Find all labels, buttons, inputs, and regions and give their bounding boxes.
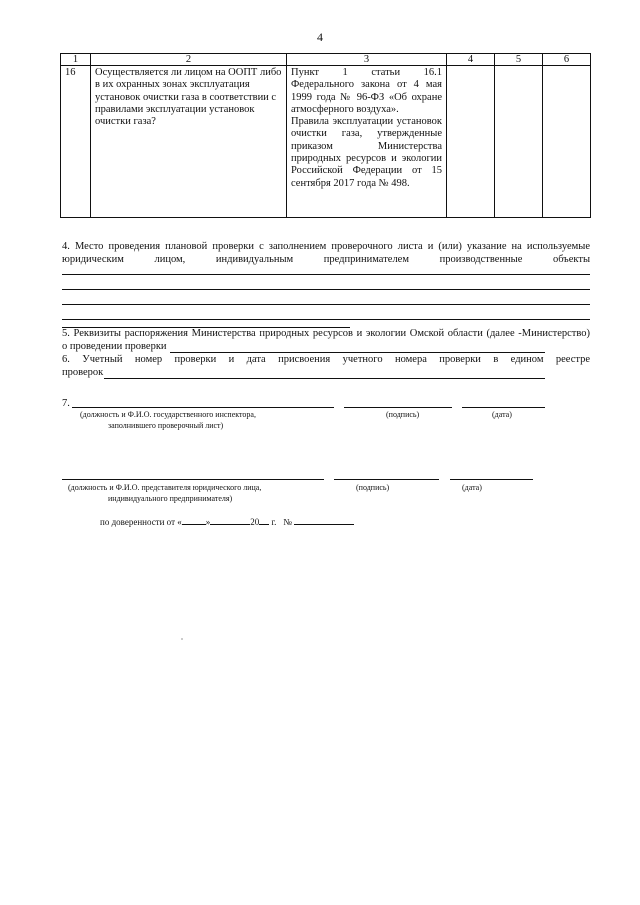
column-header: 4 [447,54,495,66]
date-caption: (дата) [492,410,512,419]
representative-signature-line[interactable] [334,479,439,480]
section-5 [62,327,590,353]
fill-line[interactable] [62,289,590,290]
reference-law: Пункт 1 статьи 16.1 Федерального закона от 4 мая 1999 года № 96-ФЗ «Об охране атмосферного воздуха». [291,67,442,115]
fill-line[interactable] [62,274,590,275]
column-header: 1 [61,54,91,66]
poa-year-field[interactable] [259,524,269,525]
scan-artifact [181,638,183,640]
section-4-line-1: 4. Место проведения плановой проверки с заполнением проверочного листа и (или) указание на используемые [62,241,590,252]
poa-month-field[interactable] [210,524,250,525]
poa-prefix: по доверенности от « [100,517,182,527]
representative-name-line[interactable] [62,479,324,480]
section-6-line-1: 6. Учетный номер проверки и дата присвоения учетного номера проверки в едином реестре [62,354,590,365]
section-4 [62,240,590,266]
fill-line[interactable] [62,319,590,320]
poa-year-suffix: г. [271,517,277,527]
inspector-caption-1: (должность и Ф.И.О. государственного инспектора, [80,410,256,419]
power-of-attorney [100,516,354,528]
section-6-line-2: проверок [62,367,104,378]
poa-year-prefix: 20 [250,517,260,527]
section-6 [62,353,590,379]
section-4-line-2: юридическим лицом, индивидуальным предпринимателем производственные объекты [62,254,590,265]
answer-cell-no[interactable] [495,66,543,218]
answer-cell-na[interactable] [543,66,591,218]
reference-cell [287,66,447,218]
question-cell: Осуществляется ли лицом на ООПТ либо в их охранных зонах эксплуатация установок очистки газа в соответствии с правилами эксплуатации установок очистки газа? [91,66,287,218]
inspector-signature-line[interactable] [344,407,452,408]
poa-quote: » [205,517,211,527]
answer-cell-yes[interactable] [447,66,495,218]
representative-caption-2: индивидуального предпринимателя) [108,494,233,503]
inspector-date-line[interactable] [462,407,545,408]
row-number: 16 [61,66,91,218]
date-caption: (дата) [462,483,482,492]
record-number-line[interactable] [104,378,545,379]
column-header: 3 [287,54,447,66]
section-5-line-2: о проведении проверки [62,341,167,352]
poa-number-label: № [283,517,292,527]
checklist-table [60,53,591,218]
reference-rules: Правила эксплуатации установок очистки газа, утвержденные приказом Министерства природных ресурсов и экологии Российской Федерации от 15 сентября 2017 года № 498. [291,116,442,189]
inspector-caption-2: заполнившего проверочный лист) [108,421,224,430]
fill-line[interactable] [62,304,590,305]
poa-number-field[interactable] [294,524,354,525]
inspector-name-line[interactable] [72,407,334,408]
table-header-row [61,54,591,66]
representative-date-line[interactable] [450,479,533,480]
column-header: 5 [495,54,543,66]
signature-caption: (подпись) [356,483,390,492]
page-number: 4 [317,30,323,44]
representative-caption-1: (должность и Ф.И.О. представителя юридического лица, [68,483,262,492]
column-header: 2 [91,54,287,66]
table-row [61,66,591,218]
column-header: 6 [543,54,591,66]
poa-day-field[interactable] [182,524,206,525]
signature-caption: (подпись) [386,410,420,419]
section-5-line-1: 5. Реквизиты распоряжения Министерства природных ресурсов и экологии Омской области (далее -Министерство) [62,328,590,339]
section-7-number: 7. [62,398,70,409]
